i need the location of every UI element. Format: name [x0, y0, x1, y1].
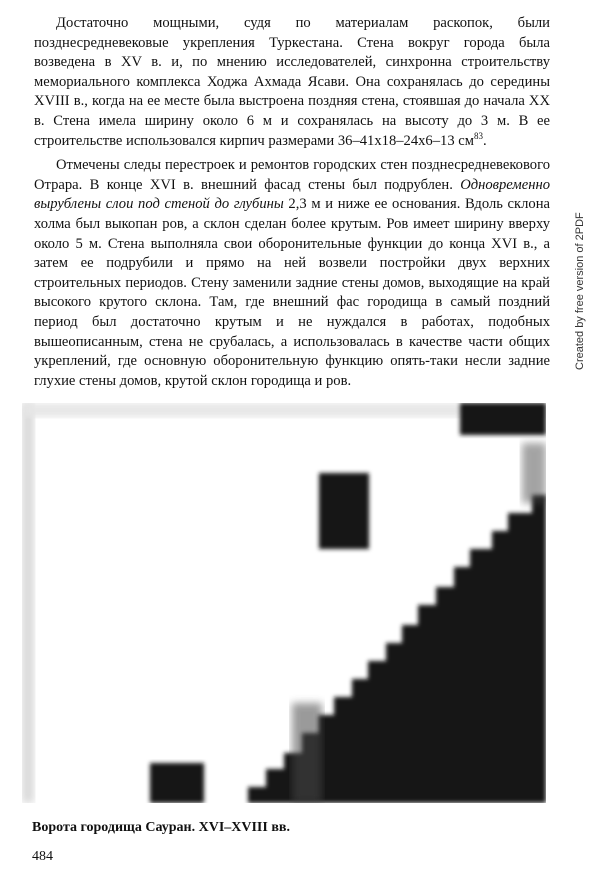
- paragraph-turkestan: [34, 14, 550, 151]
- pdf-watermark: Created by free version of 2PDF: [574, 212, 586, 370]
- lower-left-dark-block: [150, 763, 204, 803]
- paragraph-1-end: .: [483, 132, 487, 149]
- page-number: 484: [32, 849, 53, 864]
- paragraph-2-text-b: 2,3 м и ниже ее основания. Вдоль склона холма был выкопан ров, а склон сделан более крутым. Ров имеет ширину вверху около 5 м. Стена выполняла свои оборонительные функции до конца XVI в., а затем ее подрубили и прямо на ней возвели постройки двух верхних строительных периодов. Стену заменили задние стены домов, выходящие на край высокого крутого склона. Там, где внешний фас городища в самый поздний период был достаточно крутым и не нуждался в работах, подобных вышеописанным, стена не срубалась, а использовалась в качестве части общих укреплений, где основную оборонительную функцию опять-таки несли задние глухие стены домов, крутой склон городища и ров.: [34, 196, 550, 389]
- body-text: [34, 14, 550, 391]
- footnote-reference: 83: [474, 130, 483, 141]
- photo-graphic: [22, 403, 546, 803]
- paragraph-otrar: [34, 156, 550, 391]
- photo-left-edge: [22, 403, 34, 803]
- paragraph-2-text-a: Отмечены следы перестроек и ремонтов городских стен позднесредневекового Отрара. В конце XVI в. внешний фасад стены был подрублен.: [34, 157, 550, 193]
- top-right-dark-area: [460, 403, 546, 435]
- right-edge-shadow: [522, 443, 546, 503]
- paragraph-2-italic: Одновременно вырублены слои под стеной до глубины: [34, 176, 550, 213]
- paragraph-1-text: Достаточно мощными, судя по материалам раскопок, были позднесредневековые укрепления Туркестана. Стена вокруг города была возведена в XV в. и, по мнению исследователей, синхронна строительству мемориального комплекса Ходжа Ахмада Ясави. Она сохранялась до середины XVIII в., когда на ее месте была выстроена поздняя стена, стоявшая до начала XX в. Стена имела ширину около 6 м и сохранялась на высоту до 3 м. В ее строительстве использовался кирпич размерами 36–41х18–24х6–13 см: [34, 15, 550, 149]
- photo-caption: Ворота городища Сауран. XVI–XVIII вв.: [32, 820, 290, 835]
- sauran-gate-photo: [22, 403, 546, 803]
- slope-shadow: [292, 703, 322, 803]
- central-dark-patch: [319, 473, 369, 549]
